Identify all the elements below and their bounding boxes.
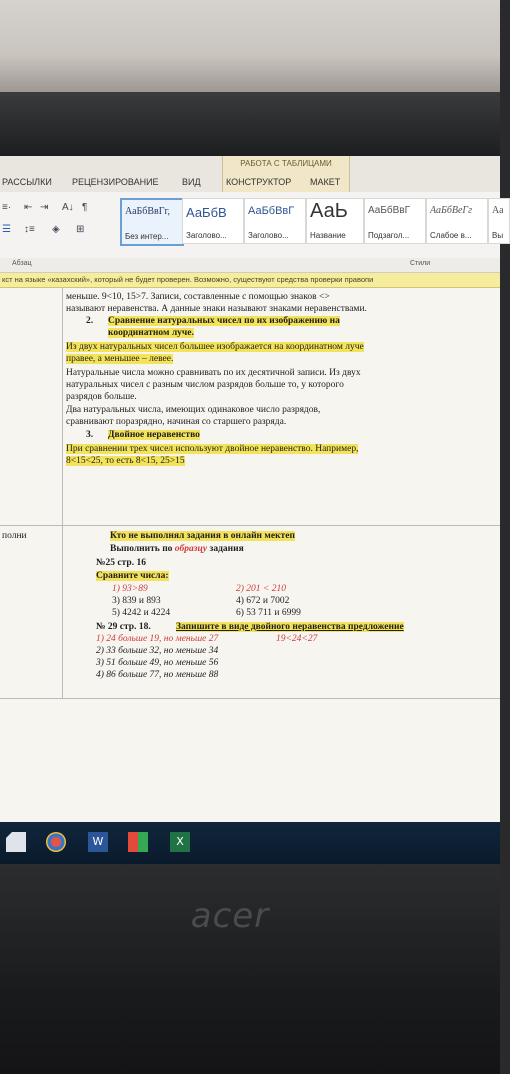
multilevel-list-icon[interactable]: ≡· bbox=[2, 202, 12, 213]
style-subtitle[interactable] bbox=[364, 198, 426, 244]
heading-text bbox=[108, 328, 194, 339]
text-line: разрядов больше. bbox=[66, 392, 137, 402]
ribbon-group-labels bbox=[0, 258, 500, 273]
text-line: Два натуральных числа, имеющих одинаковое число разрядов, bbox=[66, 405, 321, 415]
style-name: Без интер... bbox=[125, 232, 169, 241]
increase-indent-icon[interactable]: ⇥ bbox=[40, 202, 49, 213]
exercise-item: 5) 4242 и 4224 bbox=[112, 608, 171, 618]
exercise-item: 6) 53 711 и 6999 bbox=[236, 608, 301, 618]
exercise-example-answer: 19<24<27 bbox=[276, 634, 318, 644]
style-name: Слабое в... bbox=[430, 231, 472, 240]
tab-mailings[interactable]: РАССЫЛКИ bbox=[2, 177, 52, 187]
word-app-icon[interactable]: W bbox=[88, 832, 108, 852]
paragraph-group-label: Абзац bbox=[12, 260, 32, 267]
style-preview: АаБбВвГг, bbox=[125, 206, 171, 217]
decrease-indent-icon[interactable]: ⇤ bbox=[24, 202, 33, 213]
highlighted-line bbox=[66, 456, 185, 467]
text-line: меньше. 9<10, 15>7. Записи, составленные с помощью знаков <> bbox=[66, 292, 330, 302]
exercise-task-text: Запишите в виде двойного неравенства предложение bbox=[176, 622, 404, 632]
highlighted-line bbox=[66, 444, 358, 455]
exercise-item: 4) 672 и 7002 bbox=[236, 596, 290, 606]
language-notification-bar[interactable] bbox=[0, 273, 500, 288]
exercise-example: 1) 24 больше 19, но меньше 27 bbox=[96, 634, 219, 644]
tab-layout[interactable]: МАКЕТ bbox=[310, 177, 341, 187]
left-cell-text: полни bbox=[2, 531, 27, 541]
list-number: 2. bbox=[86, 316, 94, 326]
ribbon bbox=[0, 192, 504, 259]
style-name: Подзагол... bbox=[368, 231, 410, 240]
style-name: Название bbox=[310, 231, 346, 240]
exercise-task bbox=[176, 622, 404, 633]
justify-icon[interactable]: ☰ bbox=[2, 224, 11, 235]
exercise-item: 3) 51 больше 49, но меньше 56 bbox=[96, 658, 219, 668]
file-explorer-icon[interactable] bbox=[6, 832, 26, 852]
highlighted-text: Из двух натуральных чисел большее изображается на координатном луче bbox=[66, 342, 364, 352]
style-name: Вы bbox=[492, 231, 504, 240]
task-line-red: образцу bbox=[174, 544, 208, 554]
styles-group-label: Стили bbox=[410, 260, 431, 267]
highlighted-text: 8<15<25, то есть 8<15, 25>15 bbox=[66, 456, 185, 466]
task-line-text: Выполнить по bbox=[110, 544, 173, 554]
style-subtle-emphasis[interactable] bbox=[426, 198, 488, 244]
excel-app-icon[interactable]: X bbox=[170, 832, 190, 852]
table-row-divider bbox=[0, 525, 500, 526]
style-heading2[interactable] bbox=[244, 198, 306, 244]
task-title bbox=[110, 531, 295, 542]
exercise-task-text: Сравните числа: bbox=[96, 571, 169, 581]
tab-view[interactable]: ВИД bbox=[182, 177, 201, 187]
document-page bbox=[0, 288, 500, 822]
style-more[interactable] bbox=[488, 198, 510, 244]
style-no-spacing[interactable] bbox=[120, 198, 184, 246]
style-preview: АаБбВеГг bbox=[430, 205, 473, 216]
task-line bbox=[110, 544, 244, 555]
sort-icon[interactable]: A↓ bbox=[62, 202, 74, 213]
browser-icon[interactable] bbox=[46, 832, 66, 852]
exercise-task bbox=[96, 571, 169, 582]
text-line: сравнивают поразрядно, начиная со старшего разряда. bbox=[66, 417, 287, 427]
style-title[interactable] bbox=[306, 198, 364, 244]
heading-line: Двойное неравенство bbox=[108, 430, 200, 440]
highlighted-line bbox=[66, 342, 364, 353]
table-column-divider bbox=[62, 288, 63, 698]
text-line: Натуральные числа можно сравнивать по их десятичной записи. Из двух bbox=[66, 368, 361, 378]
context-tab-title: РАБОТА С ТАБЛИЦАМИ bbox=[240, 159, 332, 168]
style-name: Заголово... bbox=[186, 231, 227, 240]
ribbon-tabs bbox=[0, 174, 500, 192]
highlighted-text: правее, а меньшее – левее. bbox=[66, 354, 174, 364]
shading-icon[interactable]: ◈ bbox=[52, 224, 60, 235]
notification-text: кст на языке «казахский», который не будет проверен. Возможно, существуют средства проверки правопи bbox=[2, 275, 374, 284]
style-name: Заголово... bbox=[248, 231, 289, 240]
line-spacing-icon[interactable]: ↕≡ bbox=[24, 224, 35, 235]
heading-line: Сравнение натуральных чисел по их изображению на bbox=[108, 316, 340, 326]
style-preview: АаЬ bbox=[310, 200, 348, 222]
acer-logo: acer bbox=[190, 896, 270, 936]
borders-icon[interactable]: ⊞ bbox=[76, 224, 85, 235]
style-heading1[interactable] bbox=[182, 198, 244, 244]
background-wall bbox=[0, 0, 500, 92]
tab-design[interactable]: КОНСТРУКТОР bbox=[226, 177, 292, 187]
style-preview: Аа bbox=[492, 205, 504, 216]
tab-review[interactable]: РЕЦЕНЗИРОВАНИЕ bbox=[72, 177, 159, 187]
style-preview: АаБбВвГ bbox=[368, 205, 411, 216]
exercise-number: №25 стр. 16 bbox=[96, 558, 146, 568]
exercise-number: № 29 стр. 18. bbox=[96, 622, 151, 632]
highlighted-line bbox=[66, 354, 173, 365]
text-line: натуральных чисел с разным числом разрядов больше то, у которого bbox=[66, 380, 344, 390]
monitor-bezel-top bbox=[0, 92, 500, 156]
windows-taskbar bbox=[0, 822, 500, 864]
task-title-text: Кто не выполнял задания в онлайн мектеп bbox=[110, 531, 295, 541]
paragraph-tools bbox=[0, 200, 118, 244]
task-line-end: задания bbox=[209, 544, 244, 554]
pilcrow-icon[interactable]: ¶ bbox=[82, 202, 88, 213]
exercise-item: 3) 839 и 893 bbox=[112, 596, 161, 606]
list-number: 3. bbox=[86, 430, 94, 440]
exercise-item: 4) 86 больше 77, но меньше 88 bbox=[96, 670, 219, 680]
highlighted-text: При сравнении трех чисел используют двойное неравенство. Например, bbox=[66, 444, 359, 454]
style-preview: АаБбВ bbox=[186, 205, 227, 220]
text-line: называют неравенства. А данные знаки называют знаками неравенствами. bbox=[66, 304, 367, 314]
table-bottom-border bbox=[0, 698, 500, 699]
exercise-item: 2) 201 < 210 bbox=[236, 584, 286, 594]
store-icon[interactable] bbox=[128, 832, 148, 852]
exercise-item: 2) 33 больше 32, но меньше 34 bbox=[96, 646, 219, 656]
style-preview: АаБбВвГ bbox=[248, 205, 295, 217]
heading-text bbox=[108, 316, 340, 327]
exercise-item: 1) 93>89 bbox=[112, 584, 148, 594]
heading-line: координатном луче. bbox=[108, 328, 194, 338]
styles-gallery bbox=[120, 198, 504, 244]
word-window bbox=[0, 156, 504, 822]
heading-text bbox=[108, 430, 200, 441]
